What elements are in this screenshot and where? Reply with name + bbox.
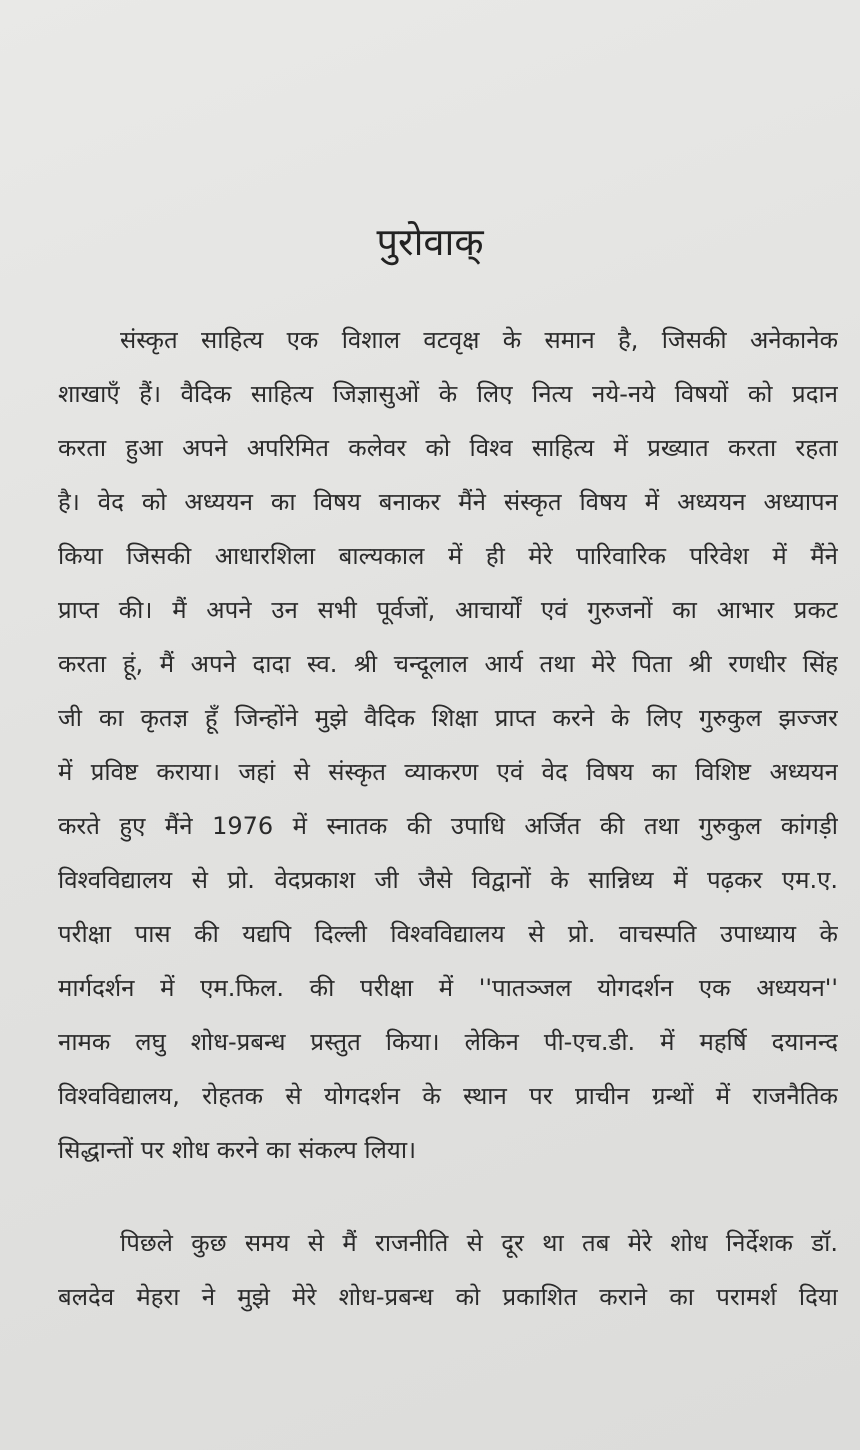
text-line: विश्वविद्यालय से प्रो. वेदप्रकाश जी जैसे विद्वानों के सान्निध्य में पढ़कर एम.ए. bbox=[58, 866, 838, 894]
text-line: सिद्धान्तों पर शोध करने का संकल्प लिया। bbox=[58, 1136, 417, 1164]
text-line: शाखाएँ हैं। वैदिक साहित्य जिज्ञासुओं के लिए नित्य नये-नये विषयों को प्रदान bbox=[58, 380, 838, 408]
text-line: संस्कृत साहित्य एक विशाल वटवृक्ष के समान है, जिसकी अनेकानेक bbox=[120, 326, 838, 354]
text-line: जी का कृतज्ञ हूँ जिन्होंने मुझे वैदिक शिक्षा प्राप्त करने के लिए गुरुकुल झज्जर bbox=[58, 704, 838, 732]
text-line: नामक लघु शोध-प्रबन्ध प्रस्तुत किया। लेकिन पी-एच.डी. में महर्षि दयानन्द bbox=[58, 1028, 838, 1056]
paragraph-1 bbox=[58, 313, 838, 1177]
text-line: में प्रविष्ट कराया। जहां से संस्कृत व्याकरण एवं वेद विषय का विशिष्ट अध्ययन bbox=[58, 758, 838, 786]
text-line: बलदेव मेहरा ने मुझे मेरे शोध-प्रबन्ध को प्रकाशित कराने का परामर्श दिया bbox=[58, 1283, 838, 1311]
text-line: विश्वविद्यालय, रोहतक से योगदर्शन के स्थान पर प्राचीन ग्रन्थों में राजनैतिक bbox=[58, 1082, 838, 1110]
text-line: है। वेद को अध्ययन का विषय बनाकर मैंने संस्कृत विषय में अध्ययन अध्यापन bbox=[58, 488, 838, 516]
page-title: पुरोवाक् bbox=[376, 220, 484, 264]
text-line: प्राप्त की। मैं अपने उन सभी पूर्वजों, आचार्यों एवं गुरुजनों का आभार प्रकट bbox=[58, 596, 838, 624]
text-line: करते हुए मैंने 1976 में स्नातक की उपाधि अर्जित की तथा गुरुकुल कांगड़ी bbox=[58, 812, 838, 840]
paragraph-2 bbox=[58, 1216, 838, 1324]
text-line: करता हूं, मैं अपने दादा स्व. श्री चन्दूलाल आर्य तथा मेरे पिता श्री रणधीर सिंह bbox=[58, 650, 838, 678]
text-line: पिछले कुछ समय से मैं राजनीति से दूर था तब मेरे शोध निर्देशक डॉ. bbox=[120, 1229, 838, 1257]
text-line: करता हुआ अपने अपरिमित कलेवर को विश्व साहित्य में प्रख्यात करता रहता bbox=[58, 434, 838, 462]
text-line: किया जिसकी आधारशिला बाल्यकाल में ही मेरे पारिवारिक परिवेश में मैंने bbox=[58, 542, 838, 570]
text-line: परीक्षा पास की यद्यपि दिल्ली विश्वविद्यालय से प्रो. वाचस्पति उपाध्याय के bbox=[58, 920, 838, 948]
text-line: मार्गदर्शन में एम.फिल. की परीक्षा में ''पातञ्जल योगदर्शन एक अध्ययन'' bbox=[58, 974, 838, 1002]
